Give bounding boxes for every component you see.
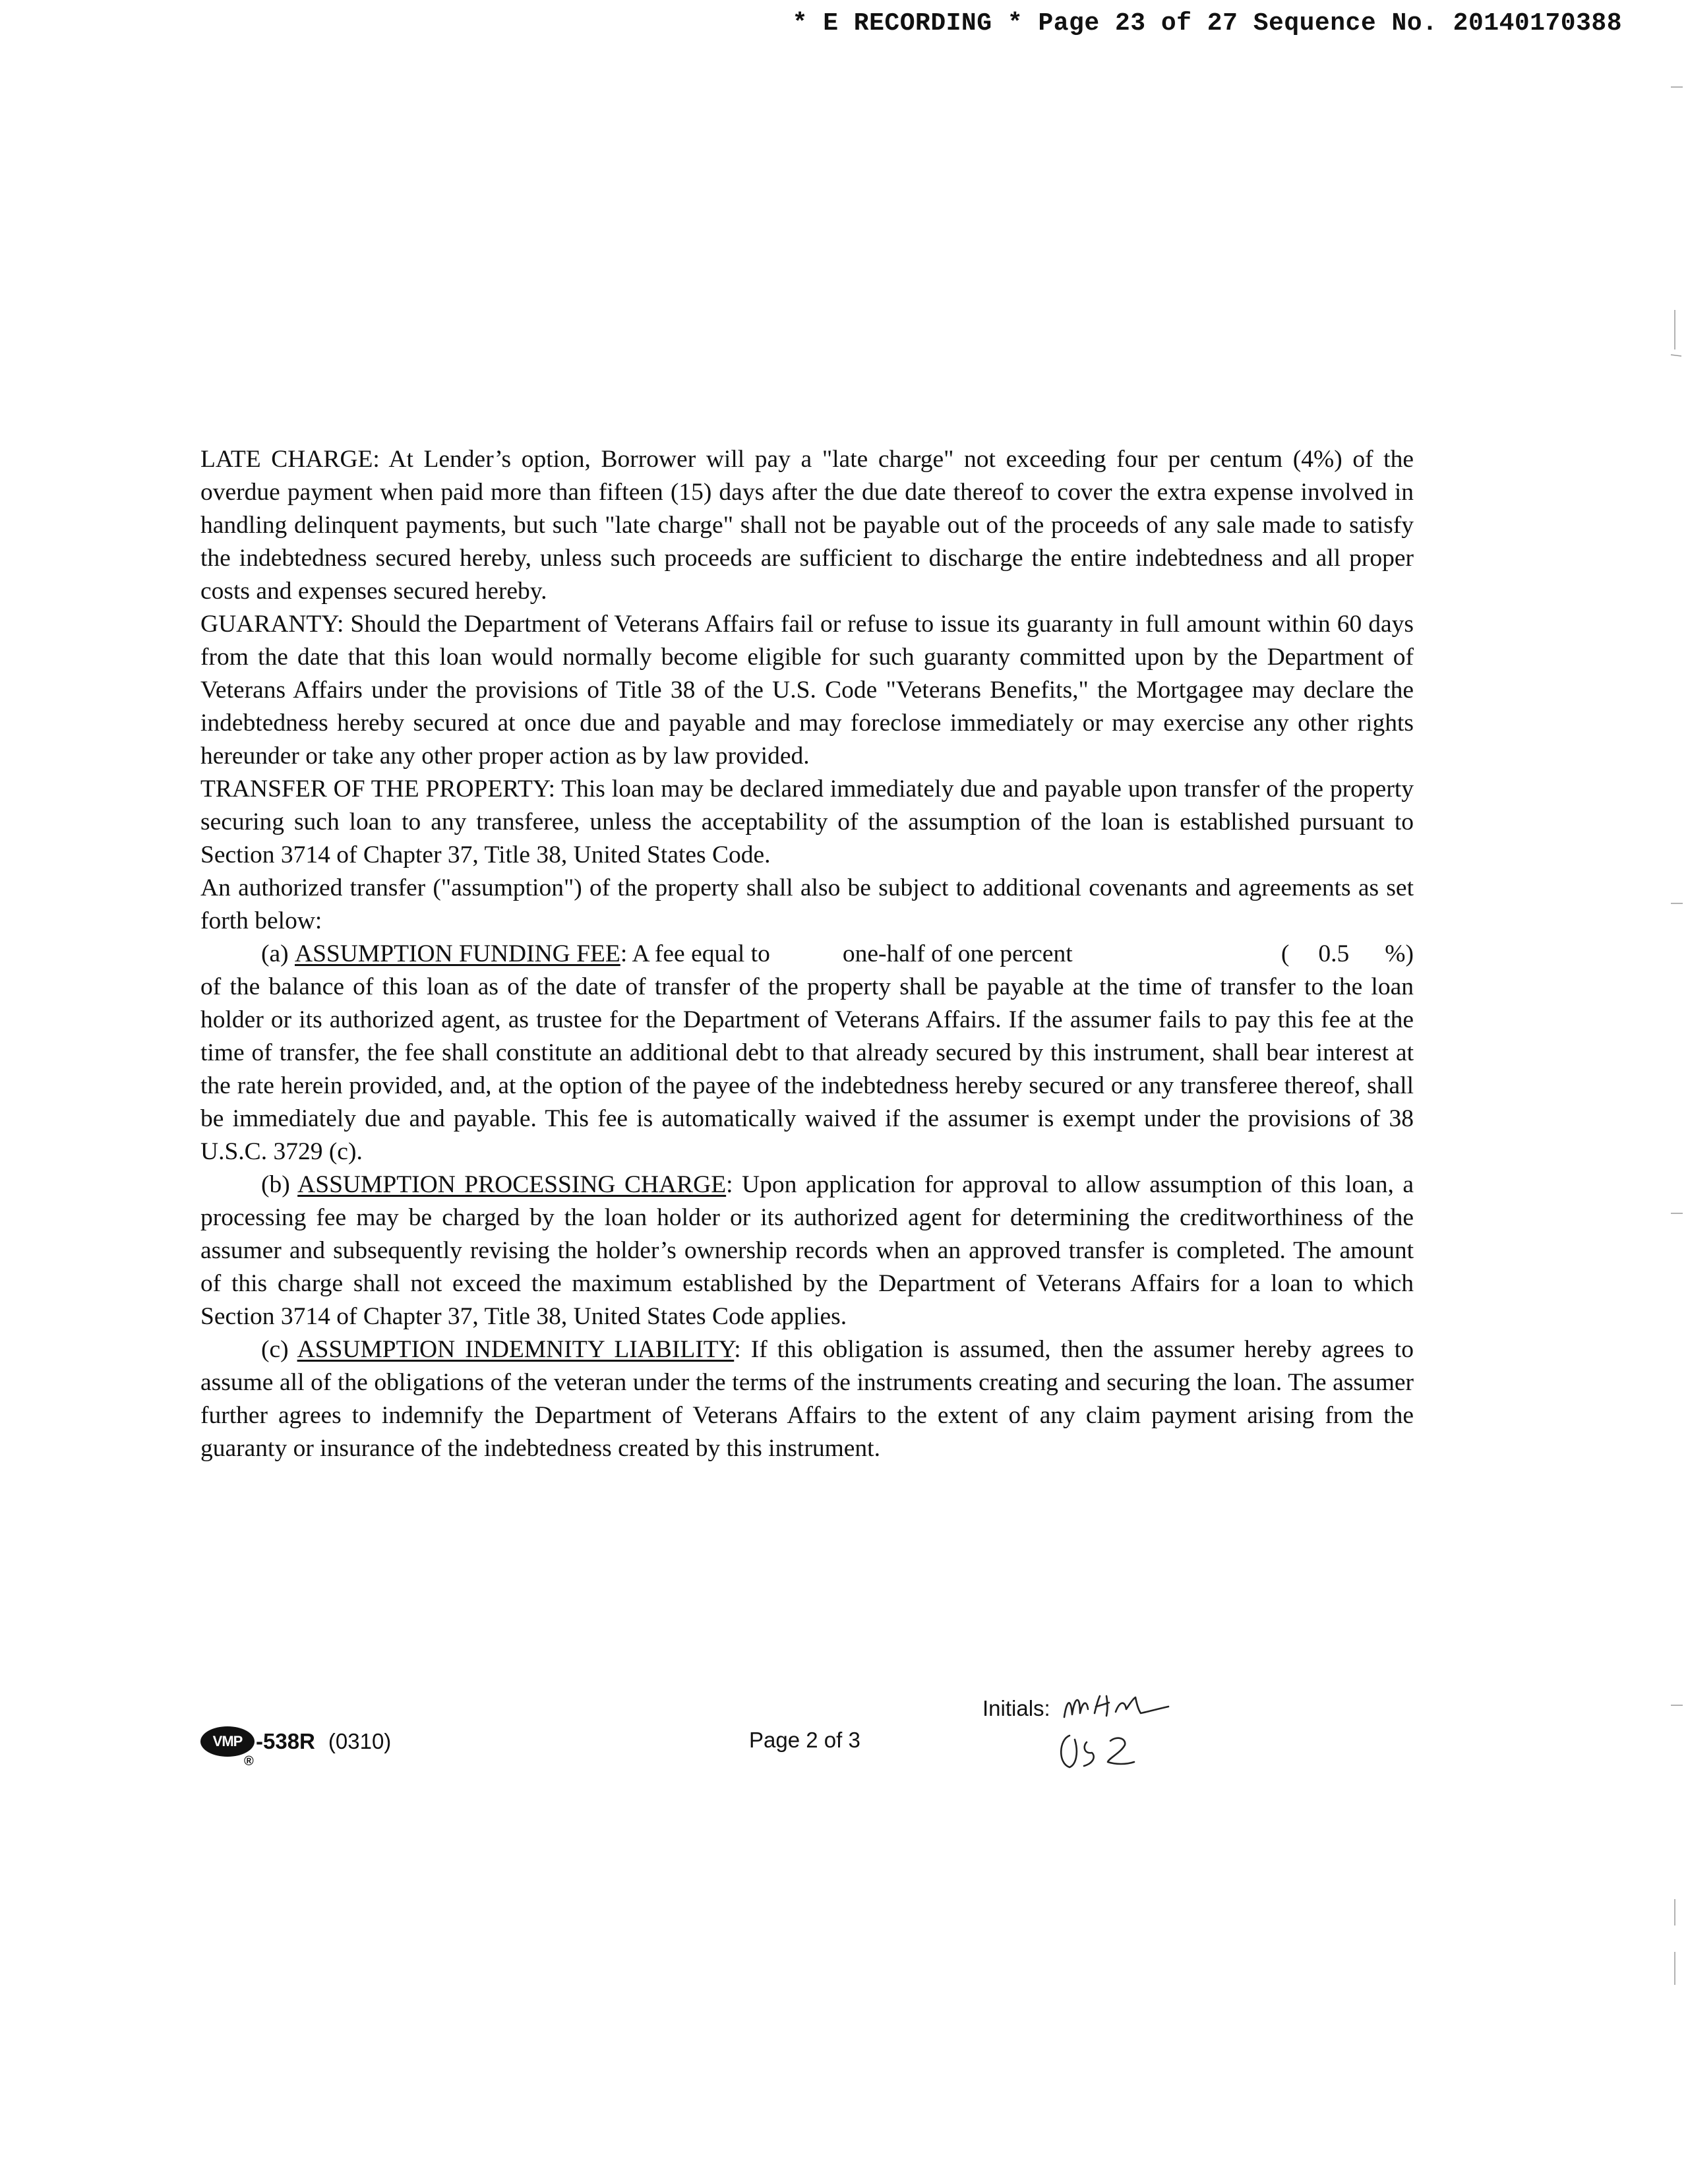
funding-fee-lead: : A fee equal to <box>620 940 770 967</box>
funding-fee-open-paren: ( <box>1281 940 1290 967</box>
funding-fee-heading: ASSUMPTION FUNDING FEE <box>295 940 620 967</box>
scan-edge-marks <box>1668 0 1688 2184</box>
vmp-logo: VMP <box>200 1726 255 1757</box>
document-body <box>200 443 1414 1465</box>
form-identifier <box>200 1726 392 1769</box>
guaranty-paragraph: GUARANTY: Should the Department of Veterans Affairs fail or refuse to issue its guaranty in full amount within 60 days from the date that this loan would normally become eligible for such guaranty committed upon by the Department of Veterans Affairs under the provisions of Title 38 of the U.S. Code "Veterans Benefits," the Mortgagee may declare the indebtedness hereby secured at once due and payable and may foreclose immediately or may exercise any other rights hereunder or take any other proper action as by law provided. <box>200 611 1414 770</box>
funding-fee-number: 0.5 <box>1318 940 1350 967</box>
funding-fee-close-paren: %) <box>1385 940 1414 967</box>
initials-signature-top <box>1060 1687 1172 1728</box>
funding-fee-body: of the balance of this loan as of the date of transfer of the property shall be payable at the time of transfer to the loan holder or its authorized agent, as trustee for the Department of Veterans Affairs. If the assumer fails to pay this fee at the time of transfer, the fee shall constitute an additional debt to that already secured by this instrument, shall bear interest at the rate herein provided, and, at the option of the payee of the indebtedness hereby secured or any transferee thereof, shall be immediately due and payable. This fee is automatically waived if the assumer is exempt under the provisions of 38 U.S.C. 3729 (c). <box>200 973 1414 1165</box>
item-b-label: (b) <box>261 1171 298 1198</box>
transfer-paragraph: TRANSFER OF THE PROPERTY: This loan may be declared immediately due and payable upon transfer of the property securing such loan to any transferee, unless the acceptability of the assumption of the loan is established pursuant to Section 3714 of Chapter 37, Title 38, United States Code. <box>200 775 1414 868</box>
processing-charge-heading: ASSUMPTION PROCESSING CHARGE <box>297 1171 727 1198</box>
item-c-label: (c) <box>261 1336 297 1363</box>
late-charge-paragraph: LATE CHARGE: At Lender’s option, Borrower will pay a "late charge" not exceeding four per centum (4%) of the overdue payment when paid more than fifteen (15) days after the due date thereof to cover the extra expense involved in handling delinquent payments, but such "late charge" shall not be payable out of the proceeds of any sale made to satisfy the indebtedness secured hereby, unless such proceeds are sufficient to discharge the entire indebtedness and all proper costs and expenses secured hereby. <box>200 446 1414 605</box>
funding-fee-line <box>200 938 1414 971</box>
funding-fee-words: one-half of one percent <box>842 940 1073 967</box>
processing-charge-body: : Upon application for approval to allow assumption of this loan, a processing fee may be charged by the loan holder or its authorized agent for determining the creditworthiness of the assumer and subsequently revising the holder’s ownership records when an approved transfer is completed. The amount of this charge shall not exceed the maximum established by the Department of Veterans Affairs for a loan to which Section 3714 of Chapter 37, Title 38, United States Code applies. <box>200 1171 1414 1330</box>
recording-header: * E RECORDING * Page 23 of 27 Sequence No. 20140170388 <box>792 9 1622 38</box>
authorized-transfer-paragraph: An authorized transfer ("assumption") of the property shall also be subject to additional covenants and agreements as set forth below: <box>200 874 1414 934</box>
processing-charge-paragraph <box>200 1168 1414 1333</box>
initials-signature-bottom <box>1052 1726 1145 1775</box>
form-code: -538R <box>256 1729 315 1753</box>
registered-mark: ® <box>244 1754 254 1769</box>
indemnity-liability-heading: ASSUMPTION INDEMNITY LIABILITY <box>297 1336 735 1363</box>
indemnity-liability-paragraph <box>200 1333 1414 1465</box>
indemnity-liability-body: : If this obligation is assumed, then the assumer hereby agrees to assume all of the obligations of the veteran under the terms of the instruments creating and securing the loan. The assumer further agrees to indemnify the Department of Veterans Affairs to the extent of any claim payment arising from the guaranty or insurance of the indebtedness created by this instrument. <box>200 1336 1414 1462</box>
form-date: (0310) <box>328 1729 392 1753</box>
item-a-label: (a) <box>261 940 295 967</box>
page-number: Page 2 of 3 <box>749 1728 860 1752</box>
initials-label: Initials: <box>982 1696 1050 1720</box>
